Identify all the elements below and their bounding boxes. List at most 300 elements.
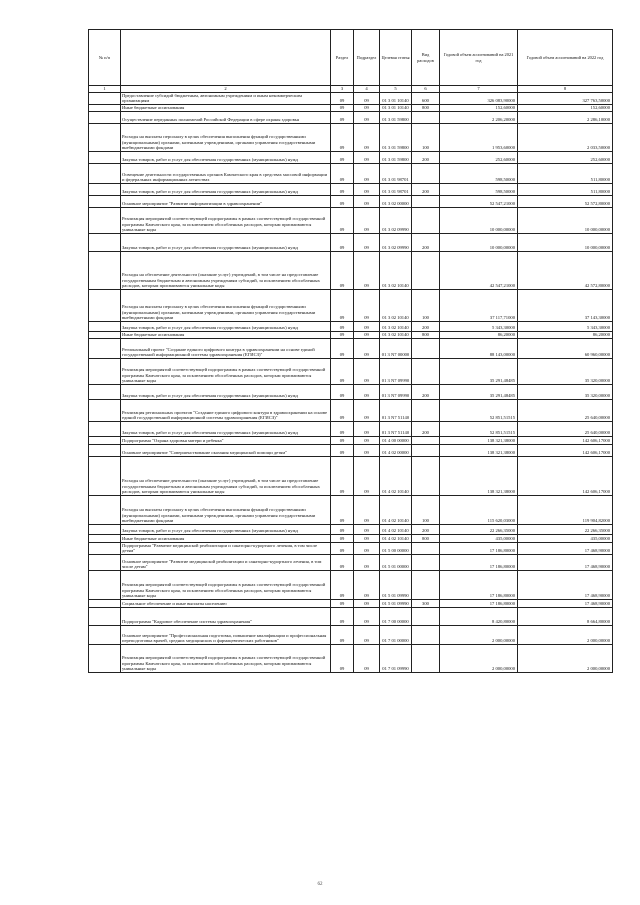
col-header-target: Целевая статья <box>380 30 412 86</box>
row-expense-type <box>412 570 440 599</box>
row-volume-2021: 598,50000 <box>440 163 518 183</box>
row-volume-2021: 598,50000 <box>440 183 518 195</box>
row-expense-type <box>412 542 440 554</box>
row-target: 01 3 01 98701 <box>380 163 412 183</box>
row-volume-2022: 10 000,00000 <box>518 207 613 233</box>
row-volume-2022: 22 266,35000 <box>518 524 613 534</box>
col-header-section: Раздел <box>331 30 354 86</box>
row-number <box>89 384 121 399</box>
row-section: 09 <box>331 183 354 195</box>
row-expense-type <box>412 444 440 456</box>
row-number <box>89 495 121 524</box>
row-volume-2021: 1 953,60000 <box>440 123 518 151</box>
row-expense-type <box>412 554 440 570</box>
row-volume-2022: 152,60000 <box>518 104 613 111</box>
row-number <box>89 358 121 384</box>
row-expense-type <box>412 358 440 384</box>
row-volume-2022: 119 904,82000 <box>518 495 613 524</box>
table-row <box>89 123 613 151</box>
row-expense-type <box>412 456 440 495</box>
row-number <box>89 542 121 554</box>
row-section: 09 <box>331 289 354 321</box>
row-volume-2022: 8 664,80000 <box>518 607 613 625</box>
row-section: 09 <box>331 436 354 444</box>
table-row <box>89 289 613 321</box>
page-number: 62 <box>317 882 323 887</box>
row-target: 01 3 02 09990 <box>380 207 412 233</box>
row-number <box>89 195 121 207</box>
row-name: Основное мероприятие "Развитие информатизации в здравоохранении" <box>121 195 331 207</box>
table-row <box>89 644 613 672</box>
row-name: Основное мероприятие "Профессиональная подготовка, повышение квалификации и профессиональная переподготовка врачей, средних медицинских и фармацевтических работников" <box>121 625 331 644</box>
row-name: Подпрограмма "Развитие медицинской реабилитации и санаторно-курортного лечения, в том числе детям" <box>121 542 331 554</box>
row-volume-2022: 25 640,00000 <box>518 421 613 436</box>
row-number <box>89 338 121 358</box>
row-volume-2022: 142 606,17000 <box>518 456 613 495</box>
table-row <box>89 183 613 195</box>
table-row <box>89 358 613 384</box>
row-section: 09 <box>331 104 354 111</box>
table-row <box>89 444 613 456</box>
row-volume-2022: 142 606,17000 <box>518 436 613 444</box>
row-expense-type: 800 <box>412 331 440 338</box>
row-number <box>89 607 121 625</box>
row-section: 09 <box>331 456 354 495</box>
row-volume-2022: 2 000,00000 <box>518 644 613 672</box>
row-name: Социальное обеспечение и иные выплаты населению <box>121 599 331 607</box>
row-name: Иные бюджетные ассигнования <box>121 331 331 338</box>
row-subsection: 09 <box>354 163 380 183</box>
row-target: 01 4 00 00000 <box>380 436 412 444</box>
row-section: 09 <box>331 421 354 436</box>
row-name: Предоставление субсидий бюджетным, автономным учреждениям и иным некоммерческим организациям <box>121 92 331 104</box>
row-section: 09 <box>331 570 354 599</box>
row-volume-2021: 10 000,00000 <box>440 207 518 233</box>
row-expense-type <box>412 399 440 421</box>
row-expense-type: 200 <box>412 524 440 534</box>
row-volume-2022: 17 468,90000 <box>518 570 613 599</box>
row-expense-type <box>412 207 440 233</box>
row-subsection: 09 <box>354 625 380 644</box>
row-subsection: 09 <box>354 554 380 570</box>
row-target: 01 3 02 10140 <box>380 289 412 321</box>
col-number: 5 <box>380 86 412 93</box>
row-section: 09 <box>331 554 354 570</box>
row-section: 09 <box>331 495 354 524</box>
table-row <box>89 534 613 542</box>
row-number <box>89 111 121 123</box>
row-volume-2021: 138 321,38000 <box>440 456 518 495</box>
row-number <box>89 92 121 104</box>
budget-table <box>88 29 613 673</box>
row-volume-2022: 17 468,90000 <box>518 599 613 607</box>
row-subsection: 09 <box>354 289 380 321</box>
table-row <box>89 607 613 625</box>
row-subsection: 09 <box>354 607 380 625</box>
row-volume-2021: 326 083,90000 <box>440 92 518 104</box>
row-expense-type <box>412 251 440 289</box>
row-expense-type: 200 <box>412 233 440 251</box>
table-row <box>89 399 613 421</box>
row-section: 09 <box>331 163 354 183</box>
row-volume-2022: 5 343,30000 <box>518 321 613 331</box>
row-volume-2022: 10 000,00000 <box>518 233 613 251</box>
row-name: Реализация мероприятий соответствующей подпрограммы в рамках соответствующей государственной программы Камчатского края, за исключением обособленных расходов, которым присваиваются уникальные коды <box>121 570 331 599</box>
col-header-volume-2022: Годовой объем ассигнований на 2022 год <box>518 30 613 86</box>
row-volume-2022: 35 320,00000 <box>518 384 613 399</box>
row-expense-type <box>412 644 440 672</box>
row-volume-2022: 511,80000 <box>518 163 613 183</box>
table-row <box>89 542 613 554</box>
row-subsection: 09 <box>354 251 380 289</box>
row-number <box>89 123 121 151</box>
row-expense-type: 800 <box>412 534 440 542</box>
row-volume-2021: 37 117,71000 <box>440 289 518 321</box>
table-row <box>89 233 613 251</box>
row-subsection: 09 <box>354 570 380 599</box>
row-number <box>89 251 121 289</box>
col-header-volume-2021: Годовой объем ассигнований на 2021 год <box>440 30 518 86</box>
row-target: 01 4 02 10140 <box>380 524 412 534</box>
row-name: Закупка товаров, работ и услуг для обеспечения государственных (муниципальных) нужд <box>121 151 331 163</box>
row-name: Закупка товаров, работ и услуг для обеспечения государственных (муниципальных) нужд <box>121 321 331 331</box>
row-expense-type <box>412 625 440 644</box>
table-body <box>89 92 613 672</box>
table-row <box>89 251 613 289</box>
table-row <box>89 111 613 123</box>
row-volume-2022: 2 286,10000 <box>518 111 613 123</box>
row-section: 09 <box>331 607 354 625</box>
row-number <box>89 444 121 456</box>
row-section: 09 <box>331 524 354 534</box>
row-subsection: 09 <box>354 111 380 123</box>
row-number <box>89 233 121 251</box>
table-row <box>89 436 613 444</box>
row-volume-2021: 52 547,21000 <box>440 195 518 207</box>
row-volume-2022: 142 606,17000 <box>518 444 613 456</box>
table-row <box>89 151 613 163</box>
row-target: 01 3 02 00000 <box>380 195 412 207</box>
row-name: Осуществление переданных полномочий Российской Федерации в сфере охраны здоровья <box>121 111 331 123</box>
row-target: 01 3 02 10140 <box>380 321 412 331</box>
row-subsection: 09 <box>354 183 380 195</box>
row-subsection: 09 <box>354 123 380 151</box>
row-expense-type: 600 <box>412 92 440 104</box>
row-target: 01 5 01 09990 <box>380 570 412 599</box>
col-number: 7 <box>440 86 518 93</box>
row-name: Реализация мероприятий соответствующей подпрограммы в рамках соответствующей государственной программы Камчатского края, за исключением обособленных расходов, которым присваиваются уникальные коды <box>121 207 331 233</box>
row-target: 01 4 02 10140 <box>380 495 412 524</box>
row-number <box>89 421 121 436</box>
row-subsection: 09 <box>354 444 380 456</box>
row-name: Подпрограмма "Охрана здоровья матери и ребенка" <box>121 436 331 444</box>
table-row <box>89 554 613 570</box>
row-number <box>89 183 121 195</box>
col-number: 4 <box>354 86 380 93</box>
row-volume-2021: 115 620,03000 <box>440 495 518 524</box>
row-name: Закупка товаров, работ и услуг для обеспечения государственных (муниципальных) нужд <box>121 384 331 399</box>
row-subsection: 09 <box>354 384 380 399</box>
row-section: 09 <box>331 92 354 104</box>
row-volume-2021: 138 321,38000 <box>440 444 518 456</box>
row-number <box>89 151 121 163</box>
row-volume-2021: 17 186,80000 <box>440 570 518 599</box>
row-volume-2021: 86,20000 <box>440 331 518 338</box>
col-number: 3 <box>331 86 354 93</box>
row-target: 01 4 02 10140 <box>380 534 412 542</box>
table-row <box>89 321 613 331</box>
row-expense-type: 100 <box>412 289 440 321</box>
row-expense-type: 200 <box>412 151 440 163</box>
row-number <box>89 321 121 331</box>
table-row <box>89 524 613 534</box>
row-subsection: 09 <box>354 534 380 542</box>
row-subsection: 09 <box>354 599 380 607</box>
row-number <box>89 570 121 599</box>
row-section: 09 <box>331 251 354 289</box>
row-name: Расходы на обеспечение деятельности (оказание услуг) учреждений, в том числе на предоставление государственным бюджетным и автономным учреждениям субсидий, за исключением обособленных расходов, которым присваиваются уникальные коды <box>121 251 331 289</box>
row-volume-2021: 252,60000 <box>440 151 518 163</box>
table-row <box>89 338 613 358</box>
row-number <box>89 599 121 607</box>
table-row <box>89 625 613 644</box>
table-row <box>89 331 613 338</box>
row-subsection: 09 <box>354 456 380 495</box>
row-expense-type <box>412 111 440 123</box>
row-subsection: 09 <box>354 436 380 444</box>
row-subsection: 09 <box>354 399 380 421</box>
row-subsection: 09 <box>354 233 380 251</box>
row-volume-2021: 42 547,21000 <box>440 251 518 289</box>
row-volume-2021: 17 186,80000 <box>440 542 518 554</box>
row-section: 09 <box>331 151 354 163</box>
row-target: 01 3 01 98701 <box>380 183 412 195</box>
row-section: 09 <box>331 384 354 399</box>
table-row <box>89 163 613 183</box>
row-target: 01 3 02 10140 <box>380 331 412 338</box>
row-volume-2021: 10 000,00000 <box>440 233 518 251</box>
row-subsection: 09 <box>354 421 380 436</box>
row-target: 01 5 01 00000 <box>380 554 412 570</box>
row-section: 09 <box>331 542 354 554</box>
row-expense-type: 300 <box>412 599 440 607</box>
row-number <box>89 644 121 672</box>
row-volume-2022: 25 640,00000 <box>518 399 613 421</box>
row-section: 09 <box>331 358 354 384</box>
row-volume-2021: 88 143,00000 <box>440 338 518 358</box>
row-volume-2022: 2 000,00000 <box>518 625 613 644</box>
row-section: 09 <box>331 399 354 421</box>
header-row <box>89 30 613 86</box>
row-volume-2021: 138 321,38000 <box>440 436 518 444</box>
row-volume-2022: 2 033,50000 <box>518 123 613 151</box>
row-target: 01 3 02 09990 <box>380 233 412 251</box>
row-name: Реализация мероприятий соответствующей подпрограммы в рамках соответствующей государственной программы Камчатского края, за исключением обособленных расходов, которым присваиваются уникальные коды <box>121 644 331 672</box>
row-volume-2021: 2 000,00000 <box>440 644 518 672</box>
row-volume-2022: 252,60000 <box>518 151 613 163</box>
row-subsection: 09 <box>354 644 380 672</box>
row-section: 09 <box>331 444 354 456</box>
row-volume-2022: 42 572,80000 <box>518 251 613 289</box>
row-expense-type: 200 <box>412 183 440 195</box>
col-number: 6 <box>412 86 440 93</box>
row-target: 01 3 02 10140 <box>380 251 412 289</box>
row-subsection: 09 <box>354 542 380 554</box>
row-number <box>89 436 121 444</box>
row-section: 09 <box>331 195 354 207</box>
row-volume-2021: 52 851,51515 <box>440 421 518 436</box>
row-target: 01 5 01 09990 <box>380 599 412 607</box>
row-section: 09 <box>331 233 354 251</box>
row-section: 09 <box>331 599 354 607</box>
row-volume-2021: 17 186,80000 <box>440 554 518 570</box>
row-target: 01 3 N7 09990 <box>380 384 412 399</box>
row-volume-2022: 60 960,00000 <box>518 338 613 358</box>
col-number: 8 <box>518 86 613 93</box>
col-header-name <box>121 30 331 86</box>
row-subsection: 09 <box>354 358 380 384</box>
row-number <box>89 456 121 495</box>
row-volume-2022: 17 468,90000 <box>518 554 613 570</box>
row-subsection: 09 <box>354 92 380 104</box>
row-target: 01 3 01 59800 <box>380 123 412 151</box>
row-number <box>89 399 121 421</box>
col-header-expense-type: Вид расходов <box>412 30 440 86</box>
row-volume-2022: 37 143,30000 <box>518 289 613 321</box>
row-expense-type: 200 <box>412 321 440 331</box>
row-expense-type <box>412 436 440 444</box>
row-target: 01 3 01 59800 <box>380 111 412 123</box>
row-expense-type <box>412 338 440 358</box>
table-row <box>89 421 613 436</box>
table-row <box>89 599 613 607</box>
row-target: 01 4 02 10140 <box>380 456 412 495</box>
row-target: 01 3 01 59800 <box>380 151 412 163</box>
row-subsection: 09 <box>354 207 380 233</box>
row-section: 09 <box>331 321 354 331</box>
row-section: 09 <box>331 338 354 358</box>
row-subsection: 09 <box>354 151 380 163</box>
row-number <box>89 163 121 183</box>
row-target: 01 7 00 00000 <box>380 607 412 625</box>
row-subsection: 09 <box>354 195 380 207</box>
row-volume-2021: 2 000,00000 <box>440 625 518 644</box>
row-volume-2022: 435,00000 <box>518 534 613 542</box>
row-name: Закупка товаров, работ и услуг для обеспечения государственных (муниципальных) нужд <box>121 183 331 195</box>
row-volume-2021: 52 851,51515 <box>440 399 518 421</box>
row-expense-type: 100 <box>412 123 440 151</box>
row-name: Иные бюджетные ассигнования <box>121 534 331 542</box>
row-name: Закупка товаров, работ и услуг для обеспечения государственных (муниципальных) нужд <box>121 233 331 251</box>
col-number: 2 <box>121 86 331 93</box>
row-number <box>89 289 121 321</box>
row-name: Реализация мероприятий соответствующей подпрограммы в рамках соответствующей государственной программы Камчатского края, за исключением обособленных расходов, которым присваиваются уникальные коды <box>121 358 331 384</box>
row-section: 09 <box>331 331 354 338</box>
row-volume-2022: 35 320,00000 <box>518 358 613 384</box>
row-number <box>89 104 121 111</box>
row-name: Расходы на выплаты персоналу в целях обеспечения выполнения функций государственными (муниципальными) органами, казенными учреждениями, органами управления государственными внебюджетными фондами <box>121 495 331 524</box>
row-number <box>89 207 121 233</box>
row-subsection: 09 <box>354 331 380 338</box>
row-subsection: 09 <box>354 524 380 534</box>
col-header-subsection: Подраздел <box>354 30 380 86</box>
row-section: 09 <box>331 207 354 233</box>
row-number <box>89 625 121 644</box>
row-target: 01 4 02 00000 <box>380 444 412 456</box>
row-name: Основное мероприятие "Развитие медицинской реабилитации и санаторно-курортного лечения, в том числе детям" <box>121 554 331 570</box>
row-expense-type <box>412 195 440 207</box>
table-row <box>89 207 613 233</box>
table-row <box>89 104 613 111</box>
row-volume-2021: 152,60000 <box>440 104 518 111</box>
row-target: 01 3 01 10140 <box>380 104 412 111</box>
row-section: 09 <box>331 123 354 151</box>
row-subsection: 09 <box>354 338 380 358</box>
row-name: Региональный проект "Создание единого цифрового контура в здравоохранении на основе единой государственной информационной системы здравоохранения (ЕГИСЗ)" <box>121 338 331 358</box>
row-subsection: 09 <box>354 104 380 111</box>
row-name: Реализация региональных проектов "Создание единого цифрового контура в здравоохранении на основе единой государственной информационной системы здравоохранения (ЕГИСЗ)" <box>121 399 331 421</box>
row-section: 09 <box>331 111 354 123</box>
table-row <box>89 384 613 399</box>
row-target: 01 3 N7 00000 <box>380 338 412 358</box>
row-name: Закупка товаров, работ и услуг для обеспечения государственных (муниципальных) нужд <box>121 421 331 436</box>
row-volume-2022: 86,20000 <box>518 331 613 338</box>
table-row <box>89 456 613 495</box>
row-name: Расходы на выплаты персоналу в целях обеспечения выполнения функций государственными (муниципальными) органами, казенными учреждениями, органами управления государственными внебюджетными фондами <box>121 289 331 321</box>
row-expense-type: 800 <box>412 104 440 111</box>
row-target: 01 7 01 09990 <box>380 644 412 672</box>
row-volume-2021: 435,00000 <box>440 534 518 542</box>
column-numbers-row <box>89 86 613 93</box>
row-name: Закупка товаров, работ и услуг для обеспечения государственных (муниципальных) нужд <box>121 524 331 534</box>
row-section: 09 <box>331 625 354 644</box>
row-volume-2021: 35 291,48485 <box>440 384 518 399</box>
row-expense-type <box>412 607 440 625</box>
row-expense-type <box>412 163 440 183</box>
table-row <box>89 92 613 104</box>
row-name: Основное мероприятие "Совершенствование оказания медицинской помощи детям" <box>121 444 331 456</box>
table-row <box>89 495 613 524</box>
row-volume-2021: 2 206,20000 <box>440 111 518 123</box>
row-number <box>89 331 121 338</box>
col-header-num: № п/п <box>89 30 121 86</box>
row-target: 01 5 00 00000 <box>380 542 412 554</box>
row-volume-2021: 8 420,80000 <box>440 607 518 625</box>
row-volume-2021: 22 266,35000 <box>440 524 518 534</box>
col-number: 1 <box>89 86 121 93</box>
row-volume-2022: 52 572,80000 <box>518 195 613 207</box>
row-number <box>89 524 121 534</box>
table-row <box>89 195 613 207</box>
row-name: Расходы на обеспечение деятельности (оказание услуг) учреждений, в том числе на предоставление государственным бюджетным и автономным учреждениям субсидий, за исключением обособленных расходов, которым присваиваются уникальные коды <box>121 456 331 495</box>
row-name: Иные бюджетные ассигнования <box>121 104 331 111</box>
row-name: Подпрограмма "Кадровое обеспечение системы здравоохранения" <box>121 607 331 625</box>
row-subsection: 09 <box>354 495 380 524</box>
row-name: Освещение деятельности государственных органов Камчатского края в средствах массовой информации и федеральных информационных агентствах <box>121 163 331 183</box>
row-subsection: 09 <box>354 321 380 331</box>
row-target: 01 3 N7 51140 <box>380 399 412 421</box>
row-target: 01 7 01 00000 <box>380 625 412 644</box>
row-volume-2021: 35 291,48485 <box>440 358 518 384</box>
row-expense-type: 100 <box>412 495 440 524</box>
row-target: 01 3 N7 51140 <box>380 421 412 436</box>
table-row <box>89 570 613 599</box>
row-expense-type: 200 <box>412 384 440 399</box>
row-number <box>89 554 121 570</box>
row-volume-2022: 327 763,50000 <box>518 92 613 104</box>
row-section: 09 <box>331 534 354 542</box>
row-number <box>89 534 121 542</box>
